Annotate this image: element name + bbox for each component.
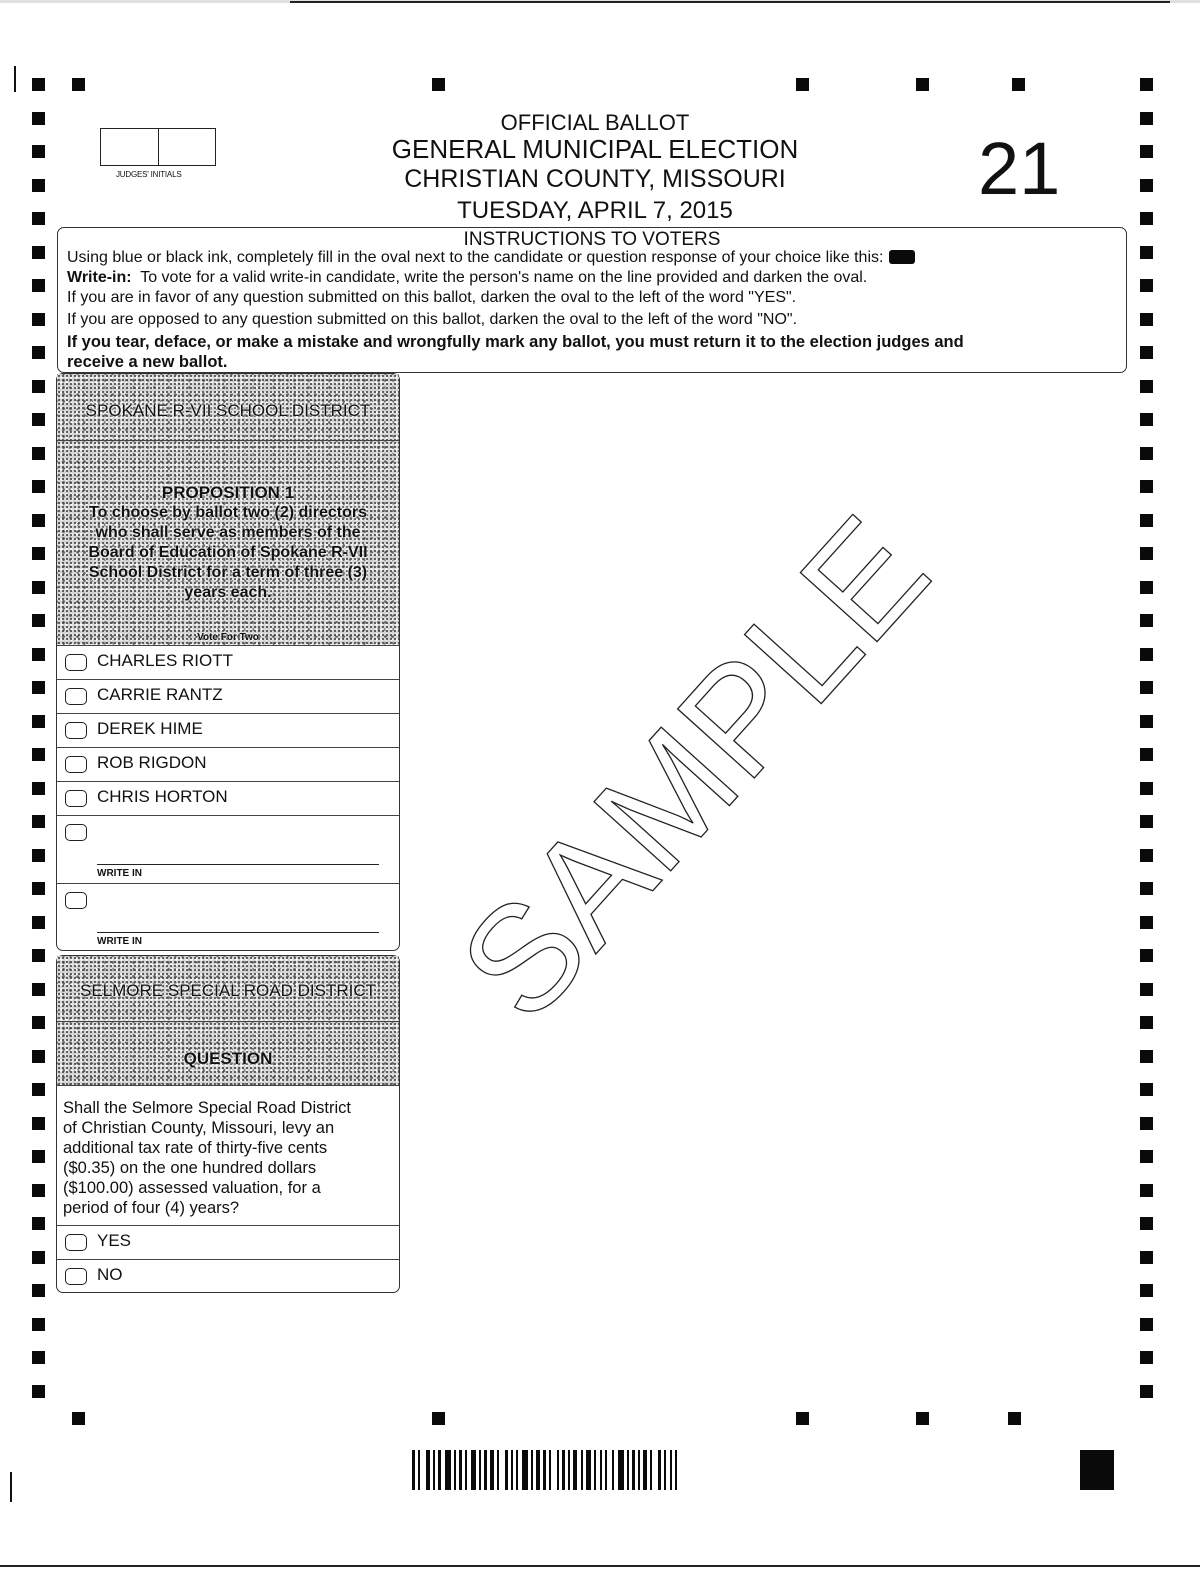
district-name: SELMORE SPECIAL ROAD DISTRICT — [80, 981, 376, 1000]
instructions-no-line: If you are opposed to any question submitted on this ballot, darken the oval to the left of the word "NO". — [67, 311, 798, 328]
question-line-3: additional tax rate of thirty-five cents — [63, 1139, 328, 1157]
instructions-writein-label: Write-in: — [67, 269, 132, 286]
question-line-1: Shall the Selmore Special Road District — [63, 1099, 351, 1117]
question-header — [57, 1022, 399, 1086]
vote-for-instruction: Vote For Two — [197, 632, 259, 643]
left-timing-mark-37 — [32, 1318, 45, 1331]
candidate-row[interactable] — [57, 782, 399, 816]
left-timing-mark-23 — [32, 849, 45, 862]
top-timing-mark-2 — [796, 78, 809, 91]
left-timing-mark-30 — [32, 1083, 45, 1096]
candidate-row[interactable] — [57, 748, 399, 782]
left-timing-mark-38 — [32, 1351, 45, 1364]
right-timing-mark-5 — [1140, 246, 1153, 259]
district-name: SPOKANE R-VII SCHOOL DISTRICT — [85, 401, 371, 420]
right-timing-mark-38 — [1140, 1351, 1153, 1364]
ballot-title: OFFICIAL BALLOT — [500, 110, 690, 135]
instructions-writein-line — [67, 270, 867, 286]
question-title: QUESTION — [183, 1049, 273, 1068]
instructions-yes-line: If you are in favor of any question submitted on this ballot, darken the oval to the left of the word "YES". — [67, 289, 797, 306]
top-timing-mark-1 — [432, 78, 445, 91]
left-timing-mark-17 — [32, 648, 45, 661]
contest-district-header — [57, 956, 399, 1022]
right-timing-mark-11 — [1140, 447, 1153, 460]
right-timing-mark-7 — [1140, 313, 1153, 326]
question-text-block — [57, 1086, 399, 1226]
right-timing-mark-24 — [1140, 882, 1153, 895]
left-timing-mark-18 — [32, 681, 45, 694]
right-timing-mark-23 — [1140, 849, 1153, 862]
right-timing-mark-30 — [1140, 1083, 1153, 1096]
candidate-oval-4[interactable] — [65, 756, 87, 773]
option-no-label: NO — [97, 1265, 123, 1284]
right-timing-mark-37 — [1140, 1318, 1153, 1331]
instructions-title: INSTRUCTIONS TO VOTERS — [463, 229, 721, 250]
contest-spokane-school-district — [56, 373, 400, 951]
election-name: GENERAL MUNICIPAL ELECTION — [391, 134, 799, 164]
right-timing-mark-10 — [1140, 413, 1153, 426]
writein-label-1: WRITE IN — [97, 868, 142, 879]
left-timing-mark-0 — [32, 78, 45, 91]
proposition-line-4: School District for a term of three (3) — [88, 564, 368, 581]
right-timing-mark-13 — [1140, 514, 1153, 527]
bottom-timing-mark-3 — [916, 1412, 929, 1425]
filled-oval-example-icon — [889, 250, 915, 264]
candidate-name-2: CARRIE RANTZ — [97, 685, 223, 704]
writein-row-1[interactable] — [57, 816, 399, 884]
right-timing-mark-32 — [1140, 1150, 1153, 1163]
left-timing-mark-7 — [32, 313, 45, 326]
question-line-6: period of four (4) years? — [63, 1199, 240, 1217]
right-timing-mark-35 — [1140, 1251, 1153, 1264]
option-yes-label: YES — [97, 1231, 132, 1250]
right-timing-mark-18 — [1140, 681, 1153, 694]
question-line-5: ($100.00) assessed valuation, for a — [63, 1179, 321, 1197]
left-timing-mark-12 — [32, 480, 45, 493]
right-timing-mark-34 — [1140, 1217, 1153, 1230]
instructions-mistake-line: If you tear, deface, or make a mistake and wrongfully mark any ballot, you must return it to the election judges and — [67, 333, 964, 351]
right-timing-mark-9 — [1140, 380, 1153, 393]
instructions-mistake-line-2: receive a new ballot. — [67, 353, 228, 371]
option-row-yes[interactable] — [57, 1226, 399, 1260]
contest-selmore-road-district — [56, 955, 400, 1293]
bottom-timing-mark-1 — [432, 1412, 445, 1425]
left-timing-mark-25 — [32, 916, 45, 929]
sample-watermark — [320, 485, 960, 1051]
right-timing-mark-28 — [1140, 1016, 1153, 1029]
instructions-writein-text: To vote for a valid write-in candidate, write the person's name on the line provided and darken the oval. — [140, 269, 868, 286]
writein-oval-2[interactable] — [65, 892, 87, 909]
left-timing-mark-9 — [32, 380, 45, 393]
top-timing-mark-3 — [916, 78, 929, 91]
page-top-edge — [0, 0, 1200, 3]
proposition-line-5: years each. — [184, 584, 272, 601]
left-timing-mark-22 — [32, 815, 45, 828]
candidate-row[interactable] — [57, 714, 399, 748]
proposition-title: PROPOSITION 1 — [161, 483, 295, 502]
left-timing-mark-2 — [32, 145, 45, 158]
yes-oval[interactable] — [65, 1234, 87, 1251]
right-timing-mark-6 — [1140, 279, 1153, 292]
judges-initials-box[interactable] — [100, 128, 216, 166]
judges-initials-label: JUDGES' INITIALS — [116, 170, 182, 179]
left-timing-mark-3 — [32, 179, 45, 192]
right-timing-mark-1 — [1140, 112, 1153, 125]
left-timing-mark-5 — [32, 246, 45, 259]
right-timing-mark-0 — [1140, 78, 1153, 91]
left-timing-mark-36 — [32, 1284, 45, 1297]
left-timing-mark-8 — [32, 346, 45, 359]
left-timing-mark-16 — [32, 614, 45, 627]
left-timing-mark-33 — [32, 1184, 45, 1197]
right-timing-mark-33 — [1140, 1184, 1153, 1197]
candidate-name-1: CHARLES RIOTT — [97, 651, 234, 670]
right-timing-mark-17 — [1140, 648, 1153, 661]
left-timing-mark-19 — [32, 715, 45, 728]
judge-initial-cell-1[interactable] — [101, 129, 158, 165]
writein-line-2[interactable] — [97, 932, 379, 933]
top-timing-mark-4 — [1012, 78, 1025, 91]
instructions-fill-text: Using blue or black ink, completely fill in the oval next to the candidate or question response of your choice like this: — [67, 249, 884, 266]
bottom-timing-mark-2 — [796, 1412, 809, 1425]
left-timing-mark-20 — [32, 748, 45, 761]
right-timing-mark-2 — [1140, 145, 1153, 158]
top-timing-mark-0 — [72, 78, 85, 91]
right-timing-mark-16 — [1140, 614, 1153, 627]
left-timing-mark-26 — [32, 949, 45, 962]
left-timing-mark-27 — [32, 983, 45, 996]
candidate-row[interactable] — [57, 680, 399, 714]
proposition-line-1: To choose by ballot two (2) directors — [89, 504, 367, 521]
instructions-box — [57, 227, 1127, 373]
right-timing-mark-21 — [1140, 782, 1153, 795]
right-timing-mark-4 — [1140, 212, 1153, 225]
bottom-timing-mark-4 — [1008, 1412, 1021, 1425]
right-timing-mark-22 — [1140, 815, 1153, 828]
writein-label-2: WRITE IN — [97, 936, 142, 947]
election-date: TUESDAY, APRIL 7, 2015 — [457, 197, 733, 224]
left-timing-mark-10 — [32, 413, 45, 426]
judge-initial-cell-2[interactable] — [158, 129, 216, 165]
candidate-oval-3[interactable] — [65, 722, 87, 739]
left-timing-mark-35 — [32, 1251, 45, 1264]
proposition-line-2: who shall serve as members of the — [95, 524, 361, 541]
right-timing-mark-8 — [1140, 346, 1153, 359]
right-timing-mark-20 — [1140, 748, 1153, 761]
left-timing-mark-6 — [32, 279, 45, 292]
no-oval[interactable] — [65, 1268, 87, 1285]
writein-row-2[interactable] — [57, 884, 399, 952]
page-bottom-edge — [0, 1565, 1200, 1567]
writein-oval-1[interactable] — [65, 824, 87, 841]
left-timing-mark-15 — [32, 581, 45, 594]
instructions-fill-line — [67, 250, 915, 266]
left-timing-mark-31 — [32, 1117, 45, 1130]
candidate-oval-5[interactable] — [65, 790, 87, 807]
question-line-2: of Christian County, Missouri, levy an — [63, 1119, 335, 1137]
jurisdiction: CHRISTIAN COUNTY, MISSOURI — [404, 165, 786, 193]
ballot-barcode — [412, 1450, 912, 1490]
writein-line-1[interactable] — [97, 864, 379, 865]
option-row-no[interactable] — [57, 1260, 399, 1294]
right-timing-mark-12 — [1140, 480, 1153, 493]
right-timing-mark-26 — [1140, 949, 1153, 962]
candidate-row[interactable] — [57, 646, 399, 680]
right-timing-mark-15 — [1140, 581, 1153, 594]
candidate-name-5: CHRIS HORTON — [97, 787, 228, 806]
left-timing-mark-1 — [32, 112, 45, 125]
right-timing-mark-25 — [1140, 916, 1153, 929]
right-timing-mark-36 — [1140, 1284, 1153, 1297]
left-timing-mark-21 — [32, 782, 45, 795]
right-timing-mark-27 — [1140, 983, 1153, 996]
left-timing-mark-34 — [32, 1217, 45, 1230]
barcode-gap — [677, 1450, 682, 1490]
left-timing-mark-29 — [32, 1050, 45, 1063]
right-timing-mark-29 — [1140, 1050, 1153, 1063]
scan-tick-top — [14, 66, 16, 92]
left-timing-mark-39 — [32, 1385, 45, 1398]
left-timing-mark-4 — [32, 212, 45, 225]
candidate-oval-2[interactable] — [65, 688, 87, 705]
left-timing-mark-28 — [32, 1016, 45, 1029]
candidate-name-3: DEREK HIME — [97, 719, 203, 738]
candidate-name-4: ROB RIGDON — [97, 753, 207, 772]
left-timing-mark-14 — [32, 547, 45, 560]
left-timing-mark-11 — [32, 447, 45, 460]
right-timing-mark-31 — [1140, 1117, 1153, 1130]
right-timing-mark-3 — [1140, 179, 1153, 192]
right-timing-mark-14 — [1140, 547, 1153, 560]
right-timing-mark-19 — [1140, 715, 1153, 728]
left-timing-mark-32 — [32, 1150, 45, 1163]
ballot-style-number: 21 — [978, 127, 1061, 210]
proposition-header — [57, 441, 399, 646]
corner-registration-mark — [1080, 1450, 1114, 1490]
sample-watermark-text: SAMPLE — [427, 485, 960, 1051]
scan-tick-bottom — [10, 1472, 12, 1502]
bottom-timing-mark-0 — [72, 1412, 85, 1425]
contest-district-header — [57, 374, 399, 441]
left-timing-mark-24 — [32, 882, 45, 895]
candidate-oval-1[interactable] — [65, 654, 87, 671]
question-line-4: ($0.35) on the one hundred dollars — [63, 1159, 317, 1177]
right-timing-mark-39 — [1140, 1385, 1153, 1398]
proposition-line-3: Board of Education of Spokane R-VII — [88, 544, 368, 561]
left-timing-mark-13 — [32, 514, 45, 527]
